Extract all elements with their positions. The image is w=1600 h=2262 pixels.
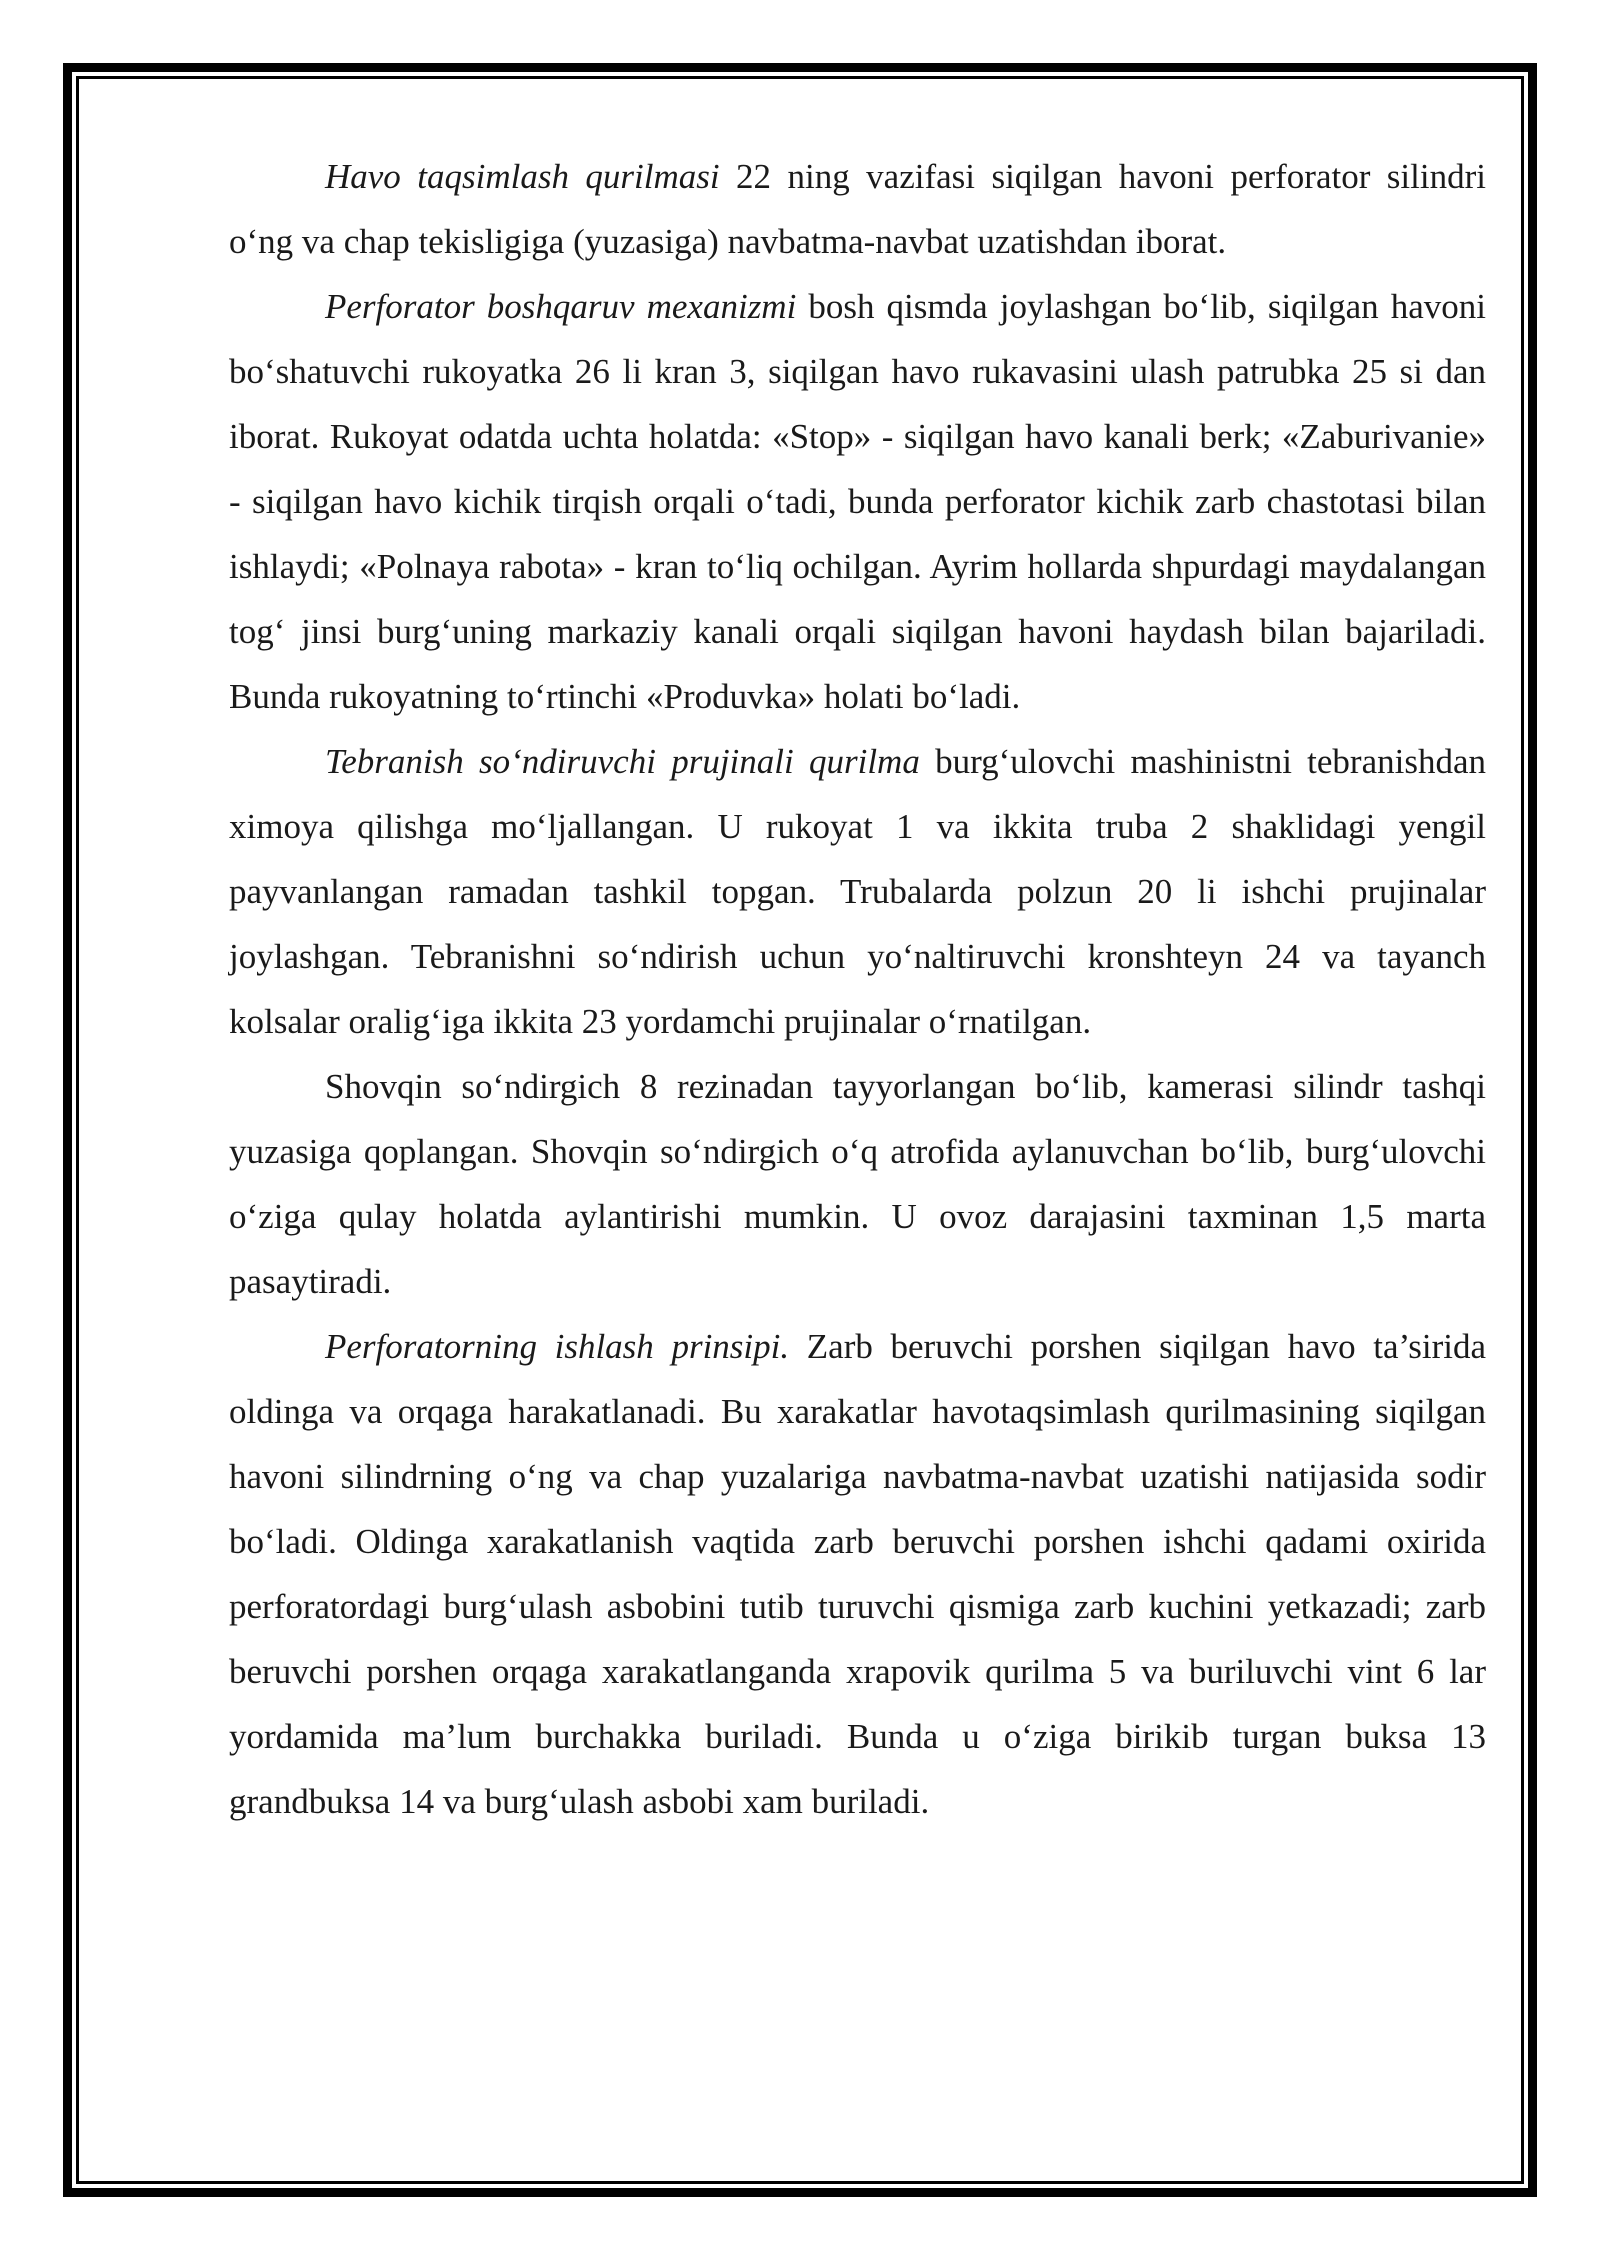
paragraph-text: Shovqin so‘ndirgich 8 rezinadan tayyorlangan bo‘lib, kamerasi silindr tashqi yuzasiga qoplangan. Shovqin so‘ndirgich o‘q atrofida aylanuvchan bo‘lib, burg‘ulovchi o‘ziga qulay holatda aylantirishi mumkin. U ovoz darajasini taxminan 1,5 marta pasaytiradi. (229, 1067, 1486, 1301)
paragraph-text: Zarb beruvchi porshen siqilgan havo ta’sirida oldinga va orqaga harakatlanadi. Bu xarakatlar havotaqsimlash qurilmasining siqilgan havoni silindrning o‘ng va chap yuzalariga navbatma-navbat uzatishi natijasida sodir bo‘ladi. Oldinga xarakatlanish vaqtida zarb beruvchi porshen ishchi qadami oxirida perforatordagi burg‘ulash asbobini tutib turuvchi qismiga zarb kuchini yetkazadi; zarb beruvchi porshen orqaga xarakatlanganda xrapovik qurilma 5 va buriluvchi vint 6 lar yordamida ma’lum burchakka buriladi. Bunda u o‘ziga birikib turgan buksa 13 grandbuksa 14 va burg‘ulash asbobi xam buriladi. (229, 1327, 1486, 1821)
paragraph-text: 22 ning vazifasi siqilgan havoni perforator silindri o‘ng va chap tekisligiga (yuzasiga) navbatma-navbat uzatishdan iborat. (229, 157, 1486, 261)
paragraph-lead: Perforatorning ishlash prinsipi. (325, 1327, 790, 1366)
paragraph-text: bosh qismda joylashgan bo‘lib, siqilgan havoni bo‘shatuvchi rukoyatka 26 li kran 3, siqilgan havo rukavasini ulash patrubka 25 si dan iborat. Rukoyat odatda uchta holatda: «Stop» - siqilgan havo kanali berk; «Zaburivanie» - siqilgan havo kichik tirqish orqali o‘tadi, bunda perforator kichik zarb chastotasi bilan ishlaydi; «Polnaya rabota» - kran to‘liq ochilgan. Ayrim hollarda shpurdagi maydalangan tog‘ jinsi burg‘uning markaziy kanali orqali siqilgan havoni haydash bilan bajariladi. Bunda rukoyatning to‘rtinchi «Produvka» holati bo‘ladi. (229, 287, 1486, 716)
paragraph-control-mechanism (229, 274, 1486, 729)
paragraph-text: burg‘ulovchi mashinistni tebranishdan ximoya qilishga mo‘ljallangan. U rukoyat 1 va ikkita truba 2 shaklidagi yengil payvanlangan ramadan tashkil topgan. Trubalarda polzun 20 li ishchi prujinalar joylashgan. Tebranishni so‘ndirish uchun yo‘naltiruvchi kronshteyn 24 va tayanch kolsalar oralig‘iga ikkita 23 yordamchi prujinalar o‘rnatilgan. (229, 742, 1487, 1041)
paragraph-air-distributor (229, 144, 1486, 274)
paragraph-working-principle (229, 1314, 1486, 1834)
paragraph-lead: Perforator boshqaruv mexanizmi (325, 287, 797, 326)
document-body (229, 144, 1486, 1834)
paragraph-vibration-damper (229, 729, 1486, 1054)
paragraph-lead: Tebranish so‘ndiruvchi prujinali qurilma (325, 742, 920, 781)
paragraph-lead: Havo taqsimlash qurilmasi (325, 157, 720, 196)
paragraph-noise-muffler (229, 1054, 1486, 1314)
